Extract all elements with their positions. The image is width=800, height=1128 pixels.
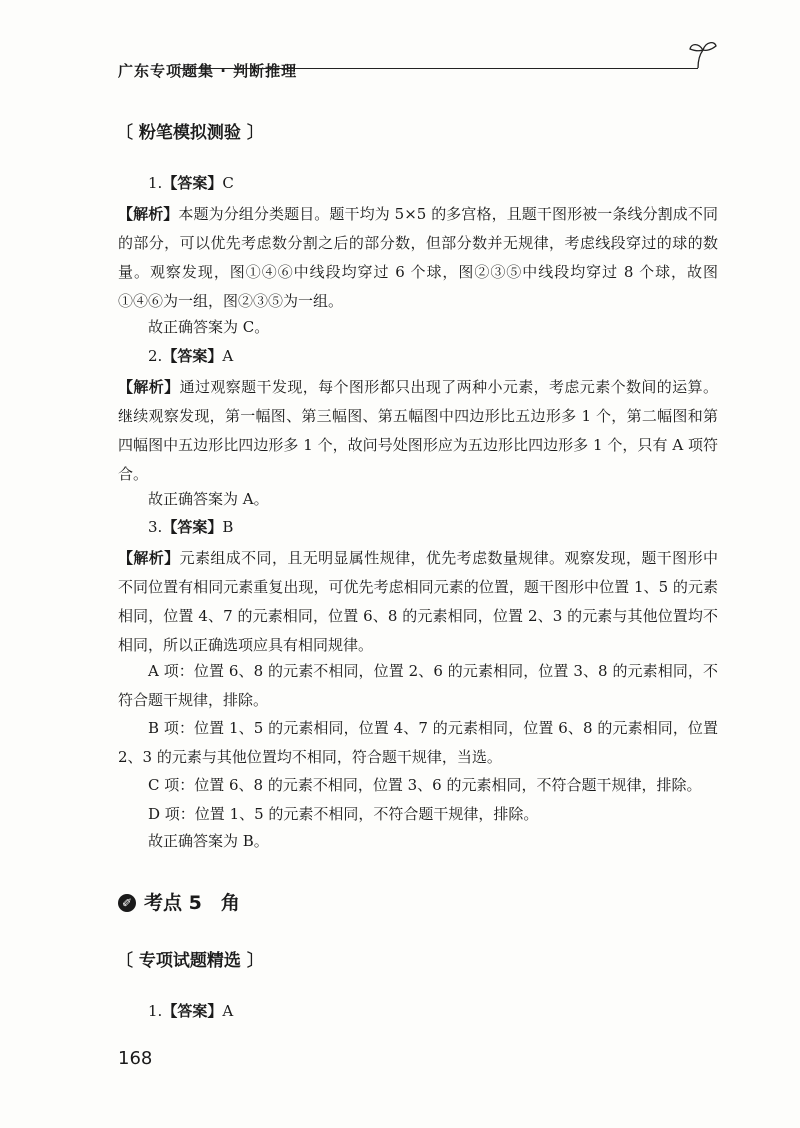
- special-title: 〔 专项试题精选 〕: [116, 951, 264, 971]
- pen-icon: ✐: [118, 894, 136, 912]
- q2-answer-value: A: [222, 347, 234, 365]
- q4-answer-value: A: [222, 1002, 234, 1020]
- q1-answer: [148, 172, 708, 193]
- q2-answer-label: 【答案】: [162, 347, 223, 365]
- topic-title: 考点 5 角: [144, 892, 240, 914]
- q3-option-c: C 项：位置 6、8 的元素不相同，位置 3、6 的元素相同，不符合题干规律，排除。: [148, 776, 702, 794]
- q2-analysis-label: 【解析】: [118, 378, 180, 396]
- page-number: 168: [118, 1048, 153, 1069]
- q1-number: 1.: [148, 174, 163, 192]
- q1-analysis: [118, 200, 718, 316]
- q2-answer: [148, 345, 748, 366]
- topic-heading: [118, 888, 240, 915]
- q3-option-a: A 项：位置 6、8 的元素不相同，位置 2、6 的元素相同，位置 3、8 的元素相同，不符合题干规律，排除。: [118, 662, 718, 709]
- q4-answer-label: 【答案】: [162, 1002, 223, 1020]
- q1-analysis-label: 【解析】: [118, 205, 179, 223]
- q1-answer-label: 【答案】: [162, 174, 223, 192]
- q3-option-d: D 项：位置 1、5 的元素不相同，不符合题干规律，排除。: [148, 805, 539, 823]
- header-rule: [180, 68, 698, 69]
- q3-analysis-text: 元素组成不同，且无明显属性规律，优先考虑数量规律。观察发现，题干图形中不同位置有相同元素重复出现，可优先考虑相同元素的位置，题干图形中位置 1、5 的元素相同，位置 4、7 的元素相同，位置 6、8 的元素相同，位置 2、3 的元素与其他位置均不相同，所以正确选项应具有相同规律。: [118, 549, 718, 654]
- q3-answer: [148, 516, 748, 537]
- mock-test-title: 〔 粉笔模拟测验 〕: [116, 123, 264, 143]
- sprout-icon: [688, 38, 718, 72]
- q3-analysis-label: 【解析】: [118, 549, 180, 567]
- q2-conclusion: 故正确答案为 A。: [148, 490, 269, 508]
- q3-number: 3.: [148, 518, 163, 536]
- q3-answer-label: 【答案】: [162, 518, 223, 536]
- q1-analysis-text: 本题为分组分类题目。题干均为 5×5 的多宫格，且题干图形被一条线分割成不同的部分，可以优先考虑数分割之后的部分数，但部分数并无规律，考虑线段穿过的球的数量。观察发现，图①④⑥中线段均穿过 6 个球，图②③⑤中线段均穿过 8 个球，故图①④⑥为一组，图②③⑤为一组。: [118, 205, 718, 310]
- q3-option-b: B 项：位置 1、5 的元素相同，位置 4、7 的元素相同，位置 6、8 的元素相同，位置 2、3 的元素与其他位置均不相同，符合题干规律，当选。: [118, 719, 718, 766]
- q4-number: 1.: [148, 1002, 163, 1020]
- q3-conclusion: 故正确答案为 B。: [148, 832, 269, 850]
- q2-analysis-text: 通过观察题干发现，每个图形都只出现了两种小元素，考虑元素个数间的运算。继续观察发现，第一幅图、第三幅图、第五幅图中四边形比五边形多 1 个，第二幅图和第四幅图中五边形比四边形多 1 个，故问号处图形应为五边形比四边形多 1 个，只有 A 项符合。: [118, 378, 718, 483]
- q4-answer: [148, 1000, 748, 1021]
- header-title: 广东专项题集 · 判断推理: [118, 62, 298, 80]
- q3-analysis: [118, 544, 718, 660]
- q1-answer-value: C: [222, 174, 234, 192]
- running-header: [118, 54, 718, 84]
- q2-analysis: [118, 373, 718, 489]
- q2-number: 2.: [148, 347, 163, 365]
- q3-answer-value: B: [222, 518, 234, 536]
- q1-conclusion: 故正确答案为 C。: [148, 318, 270, 336]
